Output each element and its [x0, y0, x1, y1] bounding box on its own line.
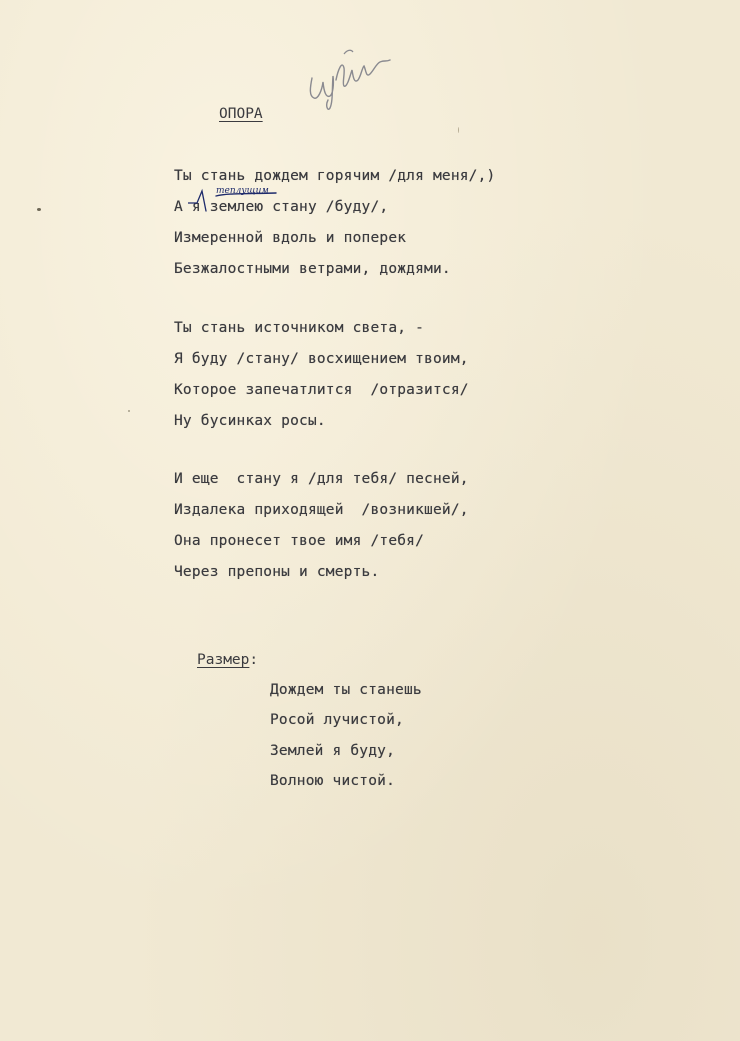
- razmer-label-text: Размер: [197, 652, 250, 668]
- poem-title: ОПОРА: [219, 106, 263, 122]
- stanza-2-line-3: Которое запечатлится /отразится/: [174, 382, 469, 398]
- razmer-line-2: Росой лучистой,: [270, 712, 404, 728]
- stanza-2-line-4: Ну бусинках росы.: [174, 413, 326, 429]
- stanza-2-line-2: Я буду /стану/ восхищением твоим,: [174, 351, 469, 367]
- razmer-colon: :: [249, 652, 259, 668]
- paper-speck: [458, 127, 459, 133]
- stanza-2-line-1: Ты стань источником света, -: [174, 320, 425, 336]
- stanza-1-line-2: А я землею стану /буду/,: [174, 199, 389, 215]
- stanza-1-line-4: Безжалостными ветрами, дождями.: [174, 261, 451, 277]
- handwritten-insertion: теплущим: [216, 186, 269, 196]
- stanza-3-line-3: Она пронесет твое имя /тебя/: [174, 533, 425, 549]
- paper-speck: [37, 208, 41, 211]
- stanza-1-line-1: Ты стань дождем горячим /для меня/,): [174, 168, 496, 184]
- stanza-3-line-4: Через препоны и смерть.: [174, 564, 380, 580]
- stanza-3-line-1: И еще стану я /для тебя/ песней,: [174, 471, 469, 487]
- razmer-line-1: Дождем ты станешь: [270, 682, 422, 698]
- stanza-3-line-2: Издалека приходящей /возникшей/,: [174, 502, 469, 518]
- stanza-1-line-3: Измеренной вдоль и поперек: [174, 230, 407, 246]
- razmer-label: [197, 652, 258, 668]
- razmer-line-4: Волною чистой.: [270, 773, 396, 789]
- razmer-line-3: Землей я буду,: [270, 743, 396, 759]
- pencil-signature: [300, 40, 395, 110]
- paper-speck: [128, 410, 130, 412]
